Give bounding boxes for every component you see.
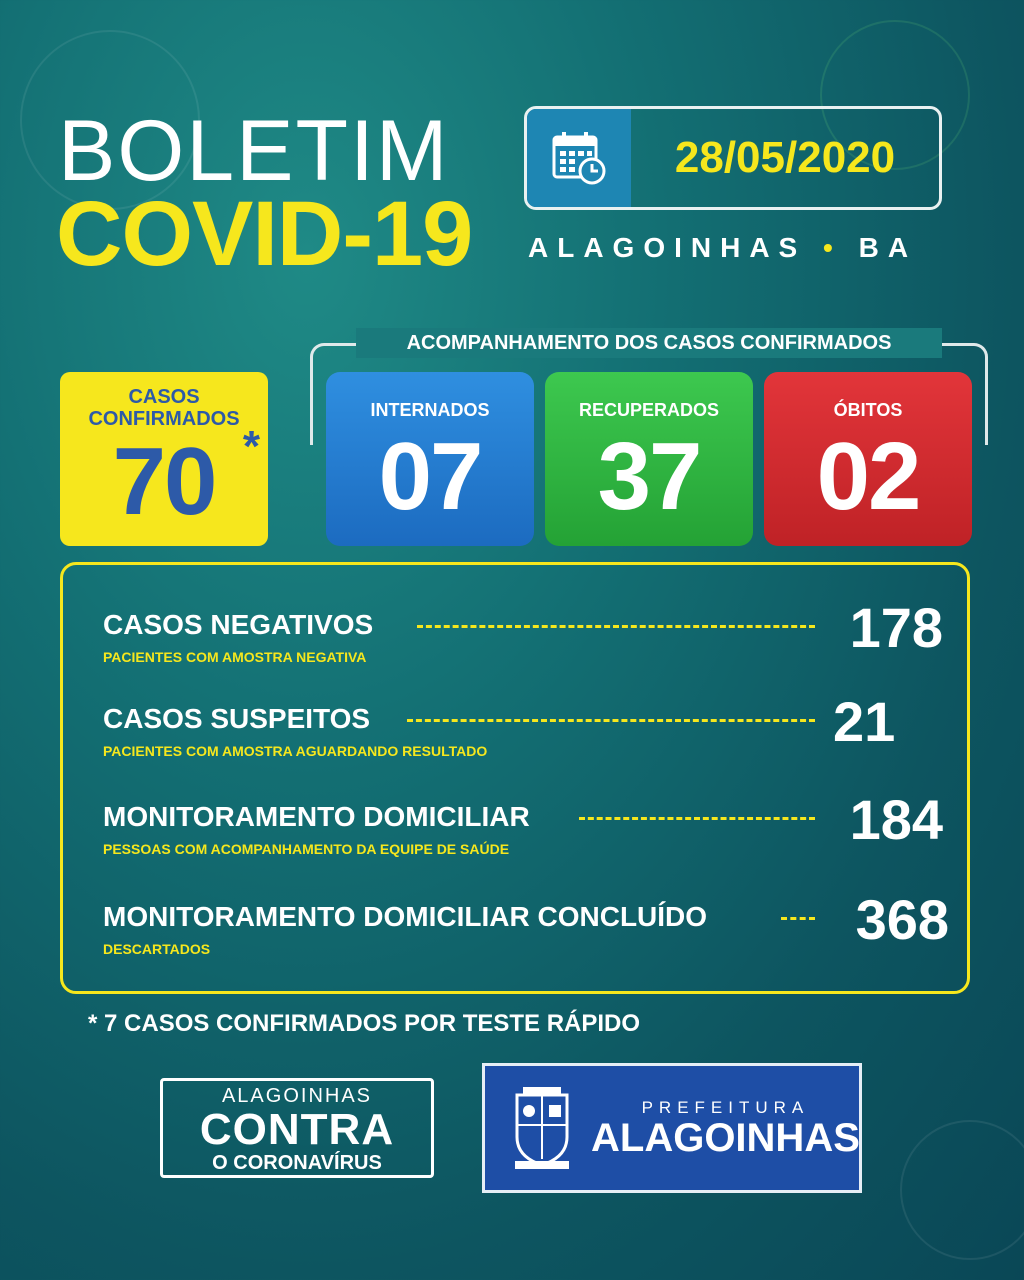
stat-obitos [764, 372, 972, 546]
confirmed-label [60, 372, 268, 430]
detail-row-monitoramento [103, 788, 943, 871]
contra-coronavirus-logo [160, 1078, 434, 1178]
detail-sub: PACIENTES COM AMOSTRA NEGATIVA [103, 649, 367, 665]
detail-value: 184 [849, 788, 943, 851]
detail-name: MONITORAMENTO DOMICILIAR [103, 801, 530, 832]
stat-label: ÓBITOS [833, 400, 903, 420]
stat-value: 07 [378, 423, 482, 530]
stat-recuperados [545, 372, 753, 546]
detail-name: MONITORAMENTO DOMICILIAR CONCLUÍDO [103, 901, 708, 932]
stat-internados [326, 372, 534, 546]
dotted-leader [579, 817, 815, 820]
dotted-leader [407, 719, 815, 722]
date-box [524, 106, 942, 210]
state-name: BA [858, 232, 918, 263]
bulletin-date: 28/05/2020 [674, 133, 896, 182]
detail-sub: PACIENTES COM AMOSTRA AGUARDANDO RESULTADO [103, 743, 488, 759]
separator-dot: • [823, 232, 842, 263]
confirmed-label-line2: CONFIRMADOS [88, 408, 240, 430]
dotted-leader [417, 625, 815, 628]
detail-value: 178 [849, 596, 943, 659]
prefeitura-logo [482, 1063, 862, 1193]
detail-name: CASOS NEGATIVOS [103, 609, 374, 640]
detail-value: 21 [833, 690, 896, 753]
stat-value: 02 [816, 423, 920, 530]
details-panel [60, 562, 970, 994]
detail-row-suspeitos [103, 690, 937, 773]
detail-row-negativos [103, 596, 943, 679]
confirmed-label-line1: CASOS [128, 386, 200, 408]
contra-line2: CONTRA [199, 1105, 395, 1154]
contra-line3: O CORONAVÍRUS [212, 1152, 382, 1174]
prefeitura-line1: PREFEITURA [641, 1098, 810, 1117]
detail-sub: PESSOAS COM ACOMPANHAMENTO DA EQUIPE DE SAÚDE [103, 841, 510, 857]
title-boletim: BOLETIM [58, 103, 450, 199]
calendar-clock-icon [527, 109, 631, 207]
confirmed-value: 70 [112, 428, 216, 535]
contra-line1: ALAGOINHAS [221, 1085, 373, 1107]
stat-label: INTERNADOS [370, 400, 490, 420]
prefeitura-line2: ALAGOINHAS [591, 1116, 860, 1160]
city-name: ALAGOINHAS [528, 232, 807, 263]
tracking-title: ACOMPANHAMENTO DOS CASOS CONFIRMADOS [356, 328, 942, 358]
detail-value: 368 [855, 888, 949, 951]
virus-decoration [900, 1120, 1024, 1260]
detail-row-concluido [103, 888, 949, 971]
prefeitura-text [591, 1098, 860, 1158]
city-label [528, 232, 948, 264]
footnote: * 7 CASOS CONFIRMADOS POR TESTE RÁPIDO [88, 1010, 641, 1037]
stat-label: RECUPERADOS [578, 400, 720, 420]
dotted-leader [781, 917, 815, 920]
detail-sub: DESCARTADOS [103, 941, 211, 957]
confirmed-cases-box [60, 372, 268, 546]
title-covid: COVID-19 [56, 183, 473, 285]
stat-value: 37 [597, 423, 701, 530]
confirmed-asterisk: * [242, 422, 260, 471]
detail-name: CASOS SUSPEITOS [103, 703, 371, 734]
crest-icon [511, 1085, 573, 1171]
